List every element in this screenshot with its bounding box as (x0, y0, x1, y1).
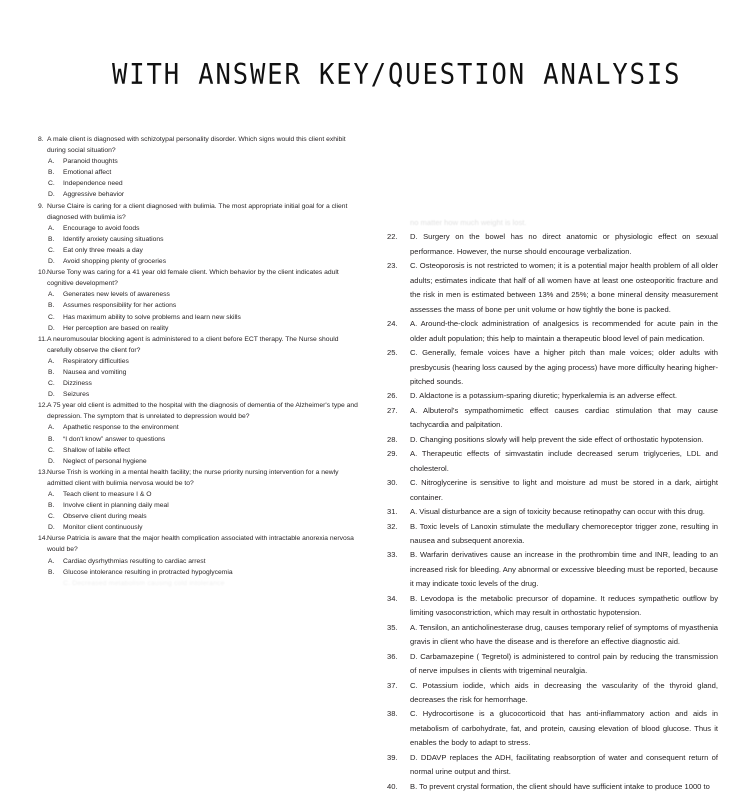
question-text: Nurse Patricia is aware that the major health complication associated with intractable anorexia nervosa would be? (47, 535, 354, 554)
answer-item (385, 346, 718, 389)
option-text: Neglect of personal hygiene (63, 457, 147, 465)
question-item (38, 467, 363, 534)
option-letter: D. (48, 191, 55, 199)
answer-number: 37. (387, 680, 398, 690)
option-letter: A. (48, 357, 55, 365)
question-item (38, 201, 363, 268)
question-text: A neuromusoular blocking agent is administered to a client before ECT therapy. The Nurse should carefully observe the client for? (47, 335, 339, 354)
option-letter: D. (48, 457, 55, 465)
answer-item (385, 404, 718, 433)
option-letter: C. (48, 380, 55, 388)
question-stem (38, 134, 363, 156)
option-item[interactable] (38, 456, 363, 467)
option-text: “I don't know” answer to questions (63, 435, 166, 443)
option-letter: B. (48, 302, 55, 310)
answer-item (385, 751, 718, 780)
truncated-option-line: C. Decreased metabolism causing cold intolerance (63, 579, 225, 587)
question-text: Nurse Trish is working in a mental health facility; the nurse priority nursing intervention for a newly admitted client with bulimia nervosa would be to? (47, 468, 339, 487)
option-letter: D. (48, 524, 55, 532)
question-text: A 75 year old client is admitted to the hospital with the diagnosis of dementia of the Alzheimer's type and depression. The symptom that is unrelated to depression would be? (47, 402, 358, 421)
answer-text: D. Carbamazepine ( Tegretol) is administered to control pain by reducing the transmission of nerve impulses in clients with trigeminal neuralgia. (410, 651, 718, 676)
option-letter: A. (48, 158, 55, 166)
answer-number: 26. (387, 391, 398, 401)
answer-text: A. Albuterol's sympathomimetic effect causes cardiac stimulation that may cause tachycardia and palpitation. (410, 405, 718, 430)
answer-text: B. To prevent crystal formation, the client should have sufficient intake to produce 1000 to (410, 781, 710, 791)
option-item[interactable] (38, 223, 363, 234)
question-stem (38, 334, 363, 356)
option-letter: C. (48, 313, 55, 321)
answer-item (385, 389, 718, 403)
option-letter: C. (48, 246, 55, 254)
option-text: Encourage to avoid foods (63, 224, 140, 232)
answer-number: 22. (387, 232, 398, 242)
continued-line-from-previous-page: no matter how much weight is lost. (410, 218, 527, 227)
answer-number: 27. (387, 405, 398, 415)
question-item (38, 400, 363, 467)
option-text: Has maximum ability to solve problems and learn new skills (63, 313, 241, 321)
option-item[interactable] (38, 556, 363, 567)
option-text: Aggressive behavior (63, 191, 125, 199)
question-item (38, 267, 363, 334)
option-list (38, 489, 363, 533)
option-letter: D. (48, 258, 55, 266)
option-text: Involve client in planning daily meal (63, 502, 169, 510)
option-item[interactable] (38, 312, 363, 323)
answer-item (385, 548, 718, 591)
answer-number: 38. (387, 709, 398, 719)
answer-number: 36. (387, 651, 398, 661)
option-list (38, 422, 363, 466)
answer-text: B. Toxic levels of Lanoxin stimulate the medullary chemoreceptor trigger zone, resulting in nausea and subsequent anorexia. (410, 521, 718, 545)
answer-item (385, 259, 718, 317)
question-stem (38, 201, 363, 223)
answer-number: 33. (387, 550, 398, 560)
option-letter: A. (48, 224, 55, 232)
option-item[interactable] (38, 256, 363, 267)
option-item[interactable] (38, 511, 363, 522)
option-item[interactable] (38, 156, 363, 167)
option-text: Seizures (63, 391, 90, 399)
question-item (38, 533, 363, 588)
questions-column (38, 134, 363, 589)
question-stem (38, 533, 363, 555)
answer-number: 30. (387, 478, 398, 488)
option-item[interactable] (38, 367, 363, 378)
answer-item (385, 433, 718, 447)
option-text: Identify anxiety causing situations (63, 235, 164, 243)
option-letter: A. (48, 557, 55, 565)
answer-number: 32. (387, 521, 398, 531)
option-item[interactable] (38, 234, 363, 245)
option-text: Dizziness (63, 380, 92, 388)
answer-text: D. Surgery on the bowel has no direct anatomic or physiologic effect on sexual performance. However, the nurse should encourage verbalization. (410, 232, 718, 256)
question-number: 11. (38, 335, 47, 343)
option-item[interactable] (38, 434, 363, 445)
option-item[interactable] (38, 245, 363, 256)
answer-item (385, 447, 718, 476)
option-text: Apathetic response to the environment (63, 424, 179, 432)
answer-number: 28. (387, 434, 398, 444)
option-letter: C. (48, 446, 55, 454)
answer-text: A. Tensilon, an anticholinesterase drug, causes temporary relief of symptoms of myasthenia gravis in client who have the disease and is therefore an effective diagnostic aid. (410, 622, 718, 647)
question-stem (38, 400, 363, 422)
answer-item (385, 650, 718, 679)
answer-text: D. Aldactone is a potassium-sparing diuretic; hyperkalemia is an adverse effect. (410, 391, 678, 401)
option-item[interactable] (38, 356, 363, 367)
option-text: Avoid shopping plenty of groceries (63, 258, 167, 266)
answer-number: 35. (387, 622, 398, 632)
option-letter: B. (48, 568, 55, 576)
answer-number: 31. (387, 507, 398, 517)
option-letter: C. (48, 180, 55, 188)
question-number: 13. (38, 468, 48, 476)
answer-item (385, 476, 718, 505)
question-number: 8. (38, 136, 44, 143)
option-letter: B. (48, 368, 55, 376)
option-text: Glucose intolerance resulting in protracted hypoglycemia (63, 568, 233, 576)
question-number: 9. (38, 202, 44, 210)
question-number: 10. (38, 269, 48, 277)
answer-text: B. Warfarin derivatives cause an increase in the prothrombin time and INR, leading to an increased risk for bleeding. Any abnormal or excessive bleeding must be reported, because it may indicate toxic levels of the drug. (410, 550, 718, 589)
answers-column (385, 216, 718, 794)
answer-number: 29. (387, 449, 398, 459)
answer-item (385, 520, 718, 549)
option-text: Assumes responsibility for her actions (63, 302, 177, 310)
option-letter: A. (48, 424, 55, 432)
question-text: Nurse Claire is caring for a client diagnosed with bulimia. The most appropriate initial goal for a client diagnosed with bulimia is? (47, 202, 348, 221)
option-list (38, 356, 363, 400)
option-text: Independence need (63, 180, 123, 188)
question-item (38, 334, 363, 401)
answer-item (385, 621, 718, 650)
option-letter: D. (48, 391, 55, 399)
option-letter: A. (48, 291, 55, 299)
option-text: Cardiac dysrhythmias resulting to cardiac arrest (63, 557, 206, 565)
page-title: WITH ANSWER KEY/QUESTION ANALYSIS (112, 58, 682, 92)
answer-number: 40. (387, 781, 398, 791)
answer-text: B. Levodopa is the metabolic precursor of dopamine. It reduces sympathetic outflow by limiting vasoconstriction, which may result in orthostatic hypotension. (410, 593, 718, 618)
answer-item (385, 592, 718, 621)
option-text: Emotional affect (63, 169, 112, 177)
option-list (38, 556, 363, 589)
answer-item (385, 230, 718, 259)
answer-number: 24. (387, 319, 398, 329)
question-stem (38, 467, 363, 489)
option-item[interactable] (38, 289, 363, 300)
option-letter: B. (48, 169, 55, 177)
answer-item (385, 780, 718, 794)
option-text: Respiratory difficulties (63, 357, 129, 365)
answer-text: A. Around-the-clock administration of analgesics is recommended for acute pain in the older adult population; this help to maintain a therapeutic blood level of pain medication. (410, 319, 718, 343)
option-item[interactable] (38, 300, 363, 311)
answer-text: C. Nitroglycerine is sensitive to light and moisture ad must be stored in a dark, airtight container. (410, 478, 718, 502)
question-number: 14. (38, 535, 48, 543)
option-item[interactable] (38, 167, 363, 178)
answer-item (385, 679, 718, 708)
question-number: 12. (38, 402, 48, 410)
option-list (38, 289, 363, 333)
answer-number: 34. (387, 593, 398, 603)
question-item (38, 134, 363, 201)
answer-number: 23. (387, 261, 398, 271)
option-letter: C. (48, 513, 55, 521)
option-letter: B. (48, 502, 55, 510)
option-text: Eat only three meals a day (63, 246, 143, 254)
answer-item (385, 317, 718, 346)
option-text: Nausea and vomiting (63, 368, 127, 376)
answer-text: D. DDAVP replaces the ADH, facilitating reabsorption of water and consequent return of normal urine output and thirst. (410, 752, 718, 777)
option-text: Generates new levels of awareness (63, 291, 170, 299)
option-item[interactable] (38, 389, 363, 400)
answer-number: 39. (387, 752, 398, 762)
option-letter: D. (48, 324, 55, 332)
option-item[interactable] (38, 522, 363, 533)
option-item[interactable] (38, 567, 363, 578)
option-item[interactable] (38, 378, 363, 389)
option-letter: B. (48, 235, 55, 243)
option-item[interactable] (38, 323, 363, 334)
option-text: Observe client during meals (63, 513, 147, 521)
answer-text: C. Potassium iodide, which aids in decreasing the vascularity of the thyroid gland, decreases the risk for hemorrhage. (410, 680, 718, 704)
answer-number: 25. (387, 348, 398, 358)
option-text: Shallow of labile effect (63, 446, 131, 454)
answer-text: C. Osteoporosis is not restricted to women; it is a potential major health problem of all older adults; estimates indicate that half of all women have at least one osteoporitic fracture and the risk in men is estimated between 13% and 25%; a bone mineral density measurement assesses the mass of bone per unit volume or how tightly the bone is packed. (410, 261, 718, 314)
option-list (38, 156, 363, 200)
answer-text: A. Therapeutic effects of simvastatin include decreased serum triglyceries, LDL and cholesterol. (410, 449, 718, 473)
answer-text: C. Hydrocortisone is a glucocorticoid that has anti-inflammatory action and aids in metabolism of carbohydrate, fat, and protein, causing elevation of blood glucose. Thus it enables the body to adapt to stress. (410, 709, 718, 748)
option-text: Paranoid thoughts (63, 158, 118, 166)
answer-item (385, 707, 718, 750)
option-item[interactable] (38, 500, 363, 511)
answer-text: D. Changing positions slowly will help prevent the side effect of orthostatic hypotension. (410, 434, 704, 444)
option-item[interactable] (38, 445, 363, 456)
option-list (38, 223, 363, 267)
question-stem (38, 267, 363, 289)
option-item[interactable] (38, 422, 363, 433)
option-item[interactable] (38, 178, 363, 189)
answer-text: C. Generally, female voices have a higher pitch than male voices; older adults with presbycusis (hearing loss caused by the aging process) have more difficulty hearing higher-pitched sounds. (410, 348, 718, 386)
option-text: Her perception are based on reality (63, 324, 169, 332)
question-text: A male client is diagnosed with schizotypal personality disorder. Which signs would this client exhibit during social situation? (47, 136, 346, 155)
option-text: Monitor client continuously (63, 524, 143, 532)
option-text: Teach client to measure I & O (63, 491, 152, 498)
option-item[interactable] (38, 489, 363, 500)
answer-item (385, 505, 718, 519)
option-item[interactable] (38, 189, 363, 200)
answer-text: A. Visual disturbance are a sign of toxicity because retinopathy can occur with this drug. (410, 507, 705, 517)
question-text: Nurse Tony was caring for a 41 year old female client. Which behavior by the client indicates adult cognitive development? (47, 269, 339, 288)
option-letter: B. (48, 435, 55, 443)
option-letter: A. (48, 491, 55, 498)
